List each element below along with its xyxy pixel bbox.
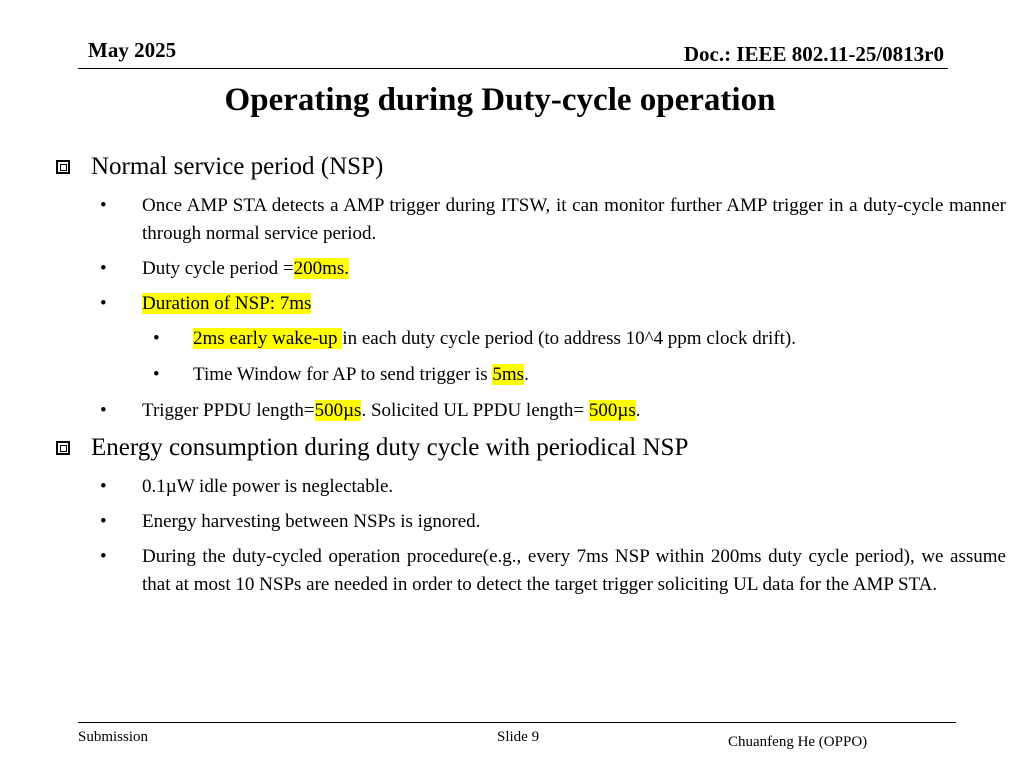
bullet-dot-icon: •: [153, 364, 160, 385]
list-item: [56, 255, 1006, 283]
list-item-text: During the duty-cycled operation procedure(e.g., every 7ms NSP within 200ms duty cycle period), we assume that at most 10 NSPs are needed in order to detect the target trigger soliciting UL data for the AMP STA.: [142, 546, 1006, 595]
bullet-dot-icon: •: [100, 195, 107, 216]
list-item-text: Energy harvesting between NSPs is ignored.: [142, 511, 481, 532]
section-heading-nsp: [56, 152, 1006, 182]
highlighted-text: 2ms early wake-up: [193, 328, 343, 349]
list-item-text: in each duty cycle period (to address 10^4 ppm clock drift).: [342, 328, 797, 349]
list-item: [56, 508, 1006, 536]
list-item-text: .: [524, 364, 529, 385]
highlighted-text: Duration of NSP: 7ms: [142, 293, 312, 314]
bullet-dot-icon: •: [100, 476, 107, 497]
section-heading-text: Normal service period (NSP): [91, 153, 384, 180]
highlighted-text: 500µs: [588, 400, 636, 421]
footer-slide-number: Slide 9: [497, 729, 540, 745]
section-heading-text: Energy consumption during duty cycle with periodical NSP: [91, 434, 689, 461]
list-item-text: Duty cycle period =: [142, 258, 294, 279]
list-item-text: .: [635, 400, 641, 421]
header-divider: [78, 68, 948, 69]
bullet-dot-icon: •: [100, 546, 107, 567]
section-heading-energy: [56, 433, 1006, 463]
list-item: [56, 397, 1006, 425]
list-item-text: Trigger PPDU length=: [142, 400, 315, 421]
list-item: [56, 543, 1006, 599]
highlighted-text: 5ms: [492, 364, 525, 385]
square-bullet-icon: [56, 441, 70, 455]
footer-divider: [78, 722, 956, 723]
footer-submission: Submission: [78, 729, 149, 745]
bullet-dot-icon: •: [100, 400, 107, 421]
sub-list-item: [56, 325, 1006, 353]
list-item-text: 0.1µW idle power is neglectable.: [142, 476, 394, 497]
bullet-dot-icon: •: [100, 293, 107, 314]
sub-list-item: [56, 361, 1006, 389]
list-item-text: Once AMP STA detects a AMP trigger during ITSW, it can monitor further AMP trigger in a duty-cycle manner through normal service period.: [142, 195, 1006, 244]
highlighted-text: 500µs: [314, 400, 362, 421]
header-doc-id: Doc.: IEEE 802.11-25/0813r0: [683, 42, 944, 66]
slide-title: Operating during Duty-cycle operation: [224, 82, 776, 118]
bullet-dot-icon: •: [100, 258, 107, 279]
list-item-text: . Solicited UL PPDU length=: [361, 400, 589, 421]
square-bullet-icon: [56, 160, 70, 174]
footer-author: Chuanfeng He (OPPO): [728, 734, 868, 750]
list-item: [56, 192, 1006, 248]
slide-content: [56, 152, 1006, 599]
list-item-text: Time Window for AP to send trigger is: [193, 364, 493, 385]
list-item: [56, 290, 1006, 318]
header-date: May 2025: [88, 38, 177, 62]
bullet-dot-icon: •: [100, 511, 107, 532]
highlighted-text: 200ms.: [293, 258, 350, 279]
list-item: [56, 473, 1006, 501]
bullet-dot-icon: •: [153, 328, 160, 349]
